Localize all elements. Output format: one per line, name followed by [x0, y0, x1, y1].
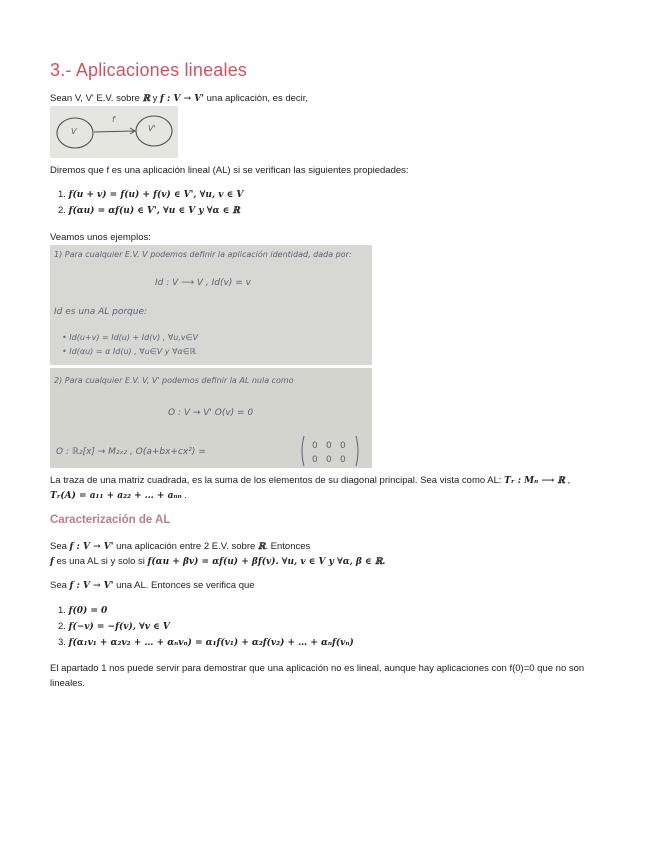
diagram-left-label: V [71, 127, 77, 136]
property-formula: f(αu) = αf(u) ∈ V', ∀u ∈ V y ∀α ∈ ℝ [68, 206, 240, 216]
char-text: Sea [50, 541, 70, 552]
char-text: una aplicación entre 2 E.V. sobre [113, 541, 258, 552]
zero-matrix [300, 434, 360, 468]
trace-text: La traza de una matriz cuadrada, es la suma de los elementos de su diagonal principal. Sea vista como AL: [50, 475, 505, 486]
char-text: una AL. Entonces se verifica que [113, 580, 255, 591]
intro-field: ℝ [142, 94, 150, 104]
diagram-image [50, 106, 178, 158]
example-photo-2 [50, 368, 372, 468]
consequence-number: 2. [58, 621, 66, 632]
trace-line-1 [50, 474, 570, 488]
examples-intro: Veamos unos ejemplos: [50, 232, 151, 243]
intro-and: y [149, 93, 160, 104]
consequence-formula: f(0) = 0 [68, 606, 108, 616]
intro-line [50, 92, 308, 106]
char-text: es una AL si y solo si [53, 556, 148, 567]
closing-line-1: El apartado 1 nos puede servir para demostrar que una aplicación no es lineal, aunque hay aplicaciones con f(0)=0 que no son [50, 663, 585, 674]
char-field: ℝ [257, 542, 266, 552]
char-formula: f(αu + βv) = αf(u) + βf(v). ∀u, v ∈ V y ∀α, β ∈ ℝ. [147, 557, 386, 567]
example-photo-1 [50, 245, 372, 365]
photo1-line5: • Id(αu) = α Id(u) , ∀u∈V y ∀α∈ℝ [62, 347, 197, 356]
char-map: f : V → V' [69, 542, 114, 552]
page-title: 3.- Aplicaciones lineales [50, 60, 248, 80]
consequence-formula: f(α₁v₁ + α₂v₂ + … + αₙvₙ) = α₁f(v₁) + α₂f(v₂) + … + αₙf(vₙ) [68, 638, 354, 648]
matrix-cell: 0 [312, 455, 318, 465]
photo2-line2: O : V → V' O(v) = 0 [168, 408, 254, 418]
char-line-3 [50, 579, 255, 593]
intro-tail: una aplicación, es decir, [204, 93, 309, 104]
definition-text: Diremos que f es una aplicación lineal (AL) si se verifican las siguientes propiedades: [50, 165, 409, 176]
diagram-arrow-label: f [112, 115, 115, 124]
photo1-line2: Id : V ⟶ V , Id(v) = v [155, 278, 251, 288]
intro-text: Sean V, V' E.V. sobre [50, 93, 143, 104]
property-item [58, 204, 240, 218]
trace-formula: Tᵣ(A) = a₁₁ + a₂₂ + … + aₙₙ [50, 491, 182, 501]
section-heading: Caracterización de AL [50, 514, 171, 526]
property-number: 1. [58, 189, 66, 200]
char-text: Sea [50, 580, 70, 591]
char-line-2 [50, 555, 385, 569]
consequence-item [58, 604, 107, 618]
trace-end: . [181, 490, 187, 501]
property-item [58, 188, 243, 202]
char-f: f [50, 557, 54, 567]
consequence-item [58, 620, 170, 634]
consequence-item [58, 636, 354, 650]
char-map: f : V → V' [69, 581, 114, 591]
photo2-line1: 2) Para cualquier E.V. V, V' podemos definir la AL nula como [54, 376, 294, 385]
consequence-number: 1. [58, 605, 66, 616]
matrix-cell: 0 [326, 441, 332, 451]
char-text: . Entonces [265, 541, 311, 552]
trace-comma: , [564, 475, 571, 486]
intro-map: f : V → V' [160, 94, 204, 104]
photo1-line3: Id es una AL porque: [54, 307, 148, 317]
matrix-cell: 0 [312, 441, 318, 451]
photo2-line3: O : ℝ₂[x] → M₂ₓ₂ , O(a+bx+cx²) = [56, 447, 206, 457]
property-number: 2. [58, 205, 66, 216]
char-line-1 [50, 540, 310, 554]
matrix-cell: 0 [326, 455, 332, 465]
consequence-number: 3. [58, 637, 66, 648]
photo1-line4: • Id(u+v) = Id(u) + Id(v) , ∀u,v∈V [62, 333, 199, 342]
property-formula: f(u + v) = f(u) + f(v) ∈ V', ∀u, v ∈ V [68, 190, 244, 200]
matrix-cell: 0 [340, 455, 346, 465]
consequence-formula: f(−v) = −f(v), ∀v ∈ V [68, 622, 170, 632]
photo1-line1: 1) Para cualquier E.V. V podemos definir la aplicación identidad, dada por: [54, 250, 352, 259]
diagram-right-label: V' [148, 124, 156, 133]
closing-line-2: lineales. [50, 678, 85, 689]
trace-map: Tᵣ : Mₙ ⟶ ℝ [504, 476, 565, 486]
trace-line-2 [50, 489, 187, 503]
matrix-cell: 0 [340, 441, 346, 451]
